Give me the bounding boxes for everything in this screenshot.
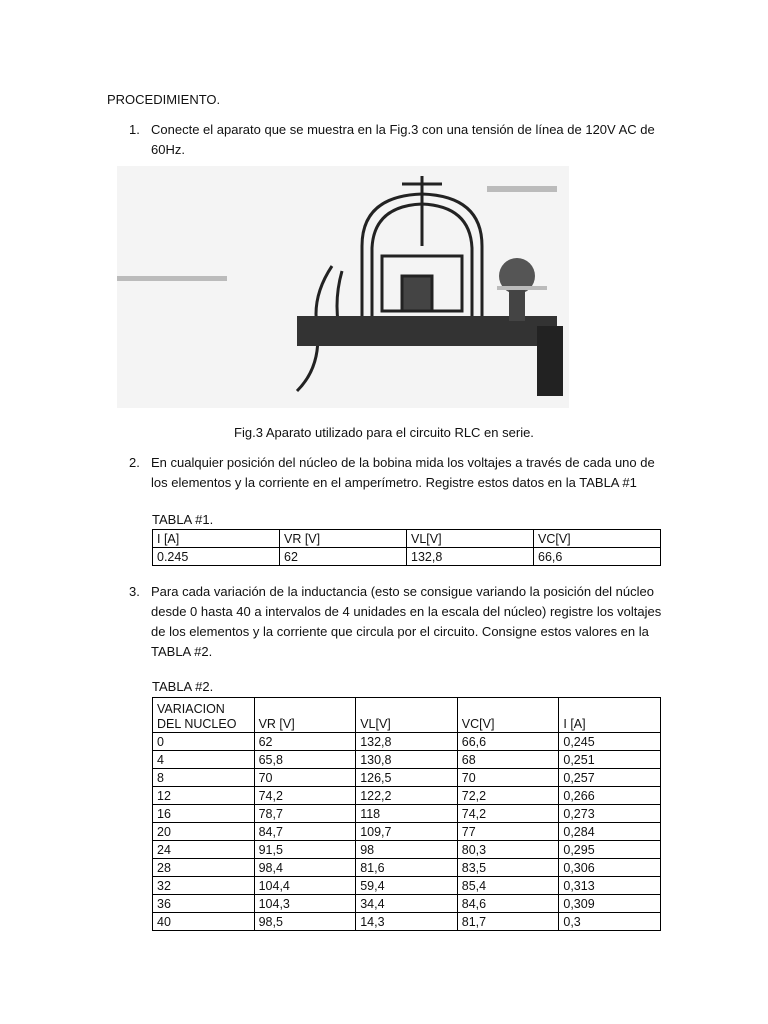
table-cell: 0,313 [559, 877, 661, 895]
table-header-row [153, 530, 661, 548]
table-row [153, 769, 661, 787]
table-cell: 83,5 [457, 859, 559, 877]
table-cell: 34,4 [356, 895, 458, 913]
table-header-cell: VR [V] [254, 698, 356, 733]
table-cell: 81,7 [457, 913, 559, 931]
table-row [153, 913, 661, 931]
table-cell: 84,6 [457, 895, 559, 913]
table-cell: 65,8 [254, 751, 356, 769]
table-row [153, 751, 661, 769]
step-number: 3. [129, 584, 140, 599]
step-text: Conecte el aparato que se muestra en la Fig.3 con una tensión de línea de 120V AC de 60Hz. [151, 122, 655, 157]
apparatus-figure [117, 166, 569, 408]
table-cell: 28 [153, 859, 255, 877]
step-text: En cualquier posición del núcleo de la bobina mida los voltajes a través de cada uno de los elementos y la corriente en el amperímetro. Registre estos datos en la TABLA #1 [151, 455, 655, 490]
section-heading: PROCEDIMIENTO. [107, 92, 221, 107]
table-cell: 0,309 [559, 895, 661, 913]
table-header-cell: VL[V] [356, 698, 458, 733]
table-cell: 0,251 [559, 751, 661, 769]
table-cell: 0.245 [153, 548, 280, 566]
table-cell: 0,295 [559, 841, 661, 859]
table-cell: 80,3 [457, 841, 559, 859]
table-cell: 20 [153, 823, 255, 841]
table-cell: 126,5 [356, 769, 458, 787]
step-number: 2. [129, 455, 140, 470]
table-header-cell: VARIACION DEL NUCLEO [153, 698, 255, 733]
table-cell: 132,8 [407, 548, 534, 566]
table-cell: 62 [254, 733, 356, 751]
table-cell: 0,266 [559, 787, 661, 805]
table-cell: 85,4 [457, 877, 559, 895]
table-cell: 59,4 [356, 877, 458, 895]
table-header-cell: VL[V] [407, 530, 534, 548]
table-row [153, 895, 661, 913]
table-header-cell: VC[V] [534, 530, 661, 548]
table-cell: 66,6 [457, 733, 559, 751]
table-cell: 77 [457, 823, 559, 841]
step-number: 1. [129, 122, 140, 137]
table-header-cell: VR [V] [280, 530, 407, 548]
table-cell: 70 [254, 769, 356, 787]
table-cell: 68 [457, 751, 559, 769]
table-cell: 12 [153, 787, 255, 805]
table-cell: 104,4 [254, 877, 356, 895]
table-cell: 98,4 [254, 859, 356, 877]
figure-caption: Fig.3 Aparato utilizado para el circuito RLC en serie. [234, 425, 534, 440]
table-cell: 74,2 [457, 805, 559, 823]
table-2 [152, 697, 661, 931]
table-row [153, 548, 661, 566]
table-row [153, 787, 661, 805]
table-cell: 8 [153, 769, 255, 787]
table-1 [152, 529, 661, 566]
table-cell: 72,2 [457, 787, 559, 805]
table-cell: 104,3 [254, 895, 356, 913]
table-cell: 32 [153, 877, 255, 895]
table-cell: 74,2 [254, 787, 356, 805]
table-cell: 78,7 [254, 805, 356, 823]
table-header-cell: VC[V] [457, 698, 559, 733]
table-row [153, 877, 661, 895]
table-header-row [153, 698, 661, 733]
table-cell: 24 [153, 841, 255, 859]
table-cell: 36 [153, 895, 255, 913]
apparatus-image [117, 166, 569, 408]
table-cell: 0,306 [559, 859, 661, 877]
table-row [153, 859, 661, 877]
table-row [153, 841, 661, 859]
table-cell: 122,2 [356, 787, 458, 805]
table-cell: 130,8 [356, 751, 458, 769]
table-cell: 98 [356, 841, 458, 859]
table-cell: 62 [280, 548, 407, 566]
table-cell: 4 [153, 751, 255, 769]
table-cell: 16 [153, 805, 255, 823]
table-cell: 0,273 [559, 805, 661, 823]
table-cell: 0,245 [559, 733, 661, 751]
table-cell: 81,6 [356, 859, 458, 877]
table-cell: 0,257 [559, 769, 661, 787]
table-cell: 91,5 [254, 841, 356, 859]
table-cell: 118 [356, 805, 458, 823]
table-cell: 0,3 [559, 913, 661, 931]
table-cell: 0,284 [559, 823, 661, 841]
table-cell: 0 [153, 733, 255, 751]
table-row [153, 823, 661, 841]
table1-label: TABLA #1. [152, 512, 214, 527]
table-cell: 84,7 [254, 823, 356, 841]
table-cell: 109,7 [356, 823, 458, 841]
table-header-cell: I [A] [153, 530, 280, 548]
table-cell: 40 [153, 913, 255, 931]
table-header-cell: I [A] [559, 698, 661, 733]
step-text: Para cada variación de la inductancia (esto se consigue variando la posición del núcleo desde 0 hasta 40 a intervalos de 4 unidades en la escala del núcleo) registre los voltajes de los elementos y la corriente que circula por el circuito. Consigne estos valores en la TABLA #2. [151, 584, 662, 659]
table-cell: 14,3 [356, 913, 458, 931]
table-cell: 132,8 [356, 733, 458, 751]
table-row [153, 805, 661, 823]
table-row [153, 733, 661, 751]
table2-label: TABLA #2. [152, 679, 214, 694]
table-cell: 66,6 [534, 548, 661, 566]
table-cell: 70 [457, 769, 559, 787]
table-cell: 98,5 [254, 913, 356, 931]
